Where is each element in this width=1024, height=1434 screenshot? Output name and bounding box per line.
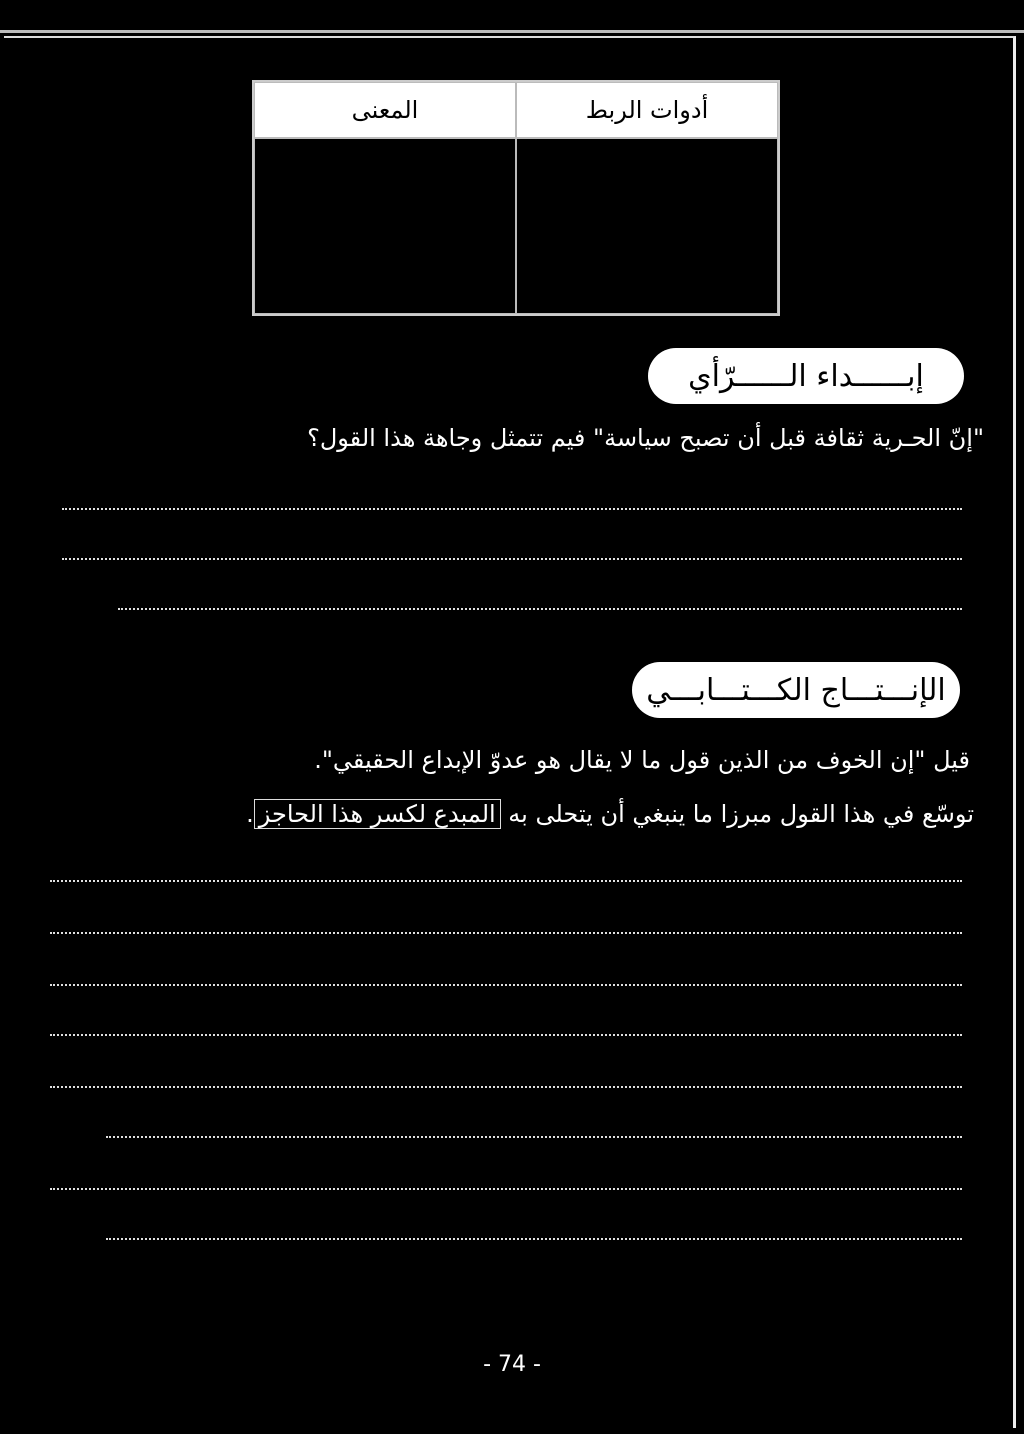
answer-line[interactable] [106,1136,962,1138]
section-title-writing: الإنـــتـــاج الكـــتـــابـــي [632,662,960,718]
page-number: - 74 - [483,1352,541,1377]
table-cell-meaning[interactable] [254,138,516,314]
writing-prompt-period: . [246,800,254,828]
answer-line[interactable] [118,608,962,610]
answer-line[interactable] [50,1086,962,1088]
table-cell-connectors[interactable] [516,138,778,314]
highlighted-phrase: المبدع لكسر هذا الحاجز [254,799,501,829]
answer-line[interactable] [50,984,962,986]
connectors-table [252,80,780,316]
writing-prompt-line1: قيل "إن الخوف من الذين قول ما لا يقال هو عدوّ الإبداع الحقيقي". [314,746,970,774]
answer-line[interactable] [62,508,962,510]
answer-line[interactable] [50,932,962,934]
answer-line[interactable] [50,1034,962,1036]
answer-line[interactable] [106,1238,962,1240]
section-title-opinion: إبــــــداء الــــــرّأي [648,348,964,404]
table-header-connectors: أدوات الربط [516,82,778,138]
writing-prompt-line2 [246,800,974,828]
writing-prompt-text: توسّع في هذا القول مبرزا ما ينبغي أن يتحلى به [500,800,974,828]
top-rule [0,30,1024,33]
table-header-meaning: المعنى [254,82,516,138]
answer-line[interactable] [50,1188,962,1190]
answer-line[interactable] [50,880,962,882]
answer-line[interactable] [62,558,962,560]
opinion-question: "إنّ الحـرية ثقافة قبل أن تصبح سياسة" فيم تتمثل وجاهة هذا القول؟ [307,424,984,452]
